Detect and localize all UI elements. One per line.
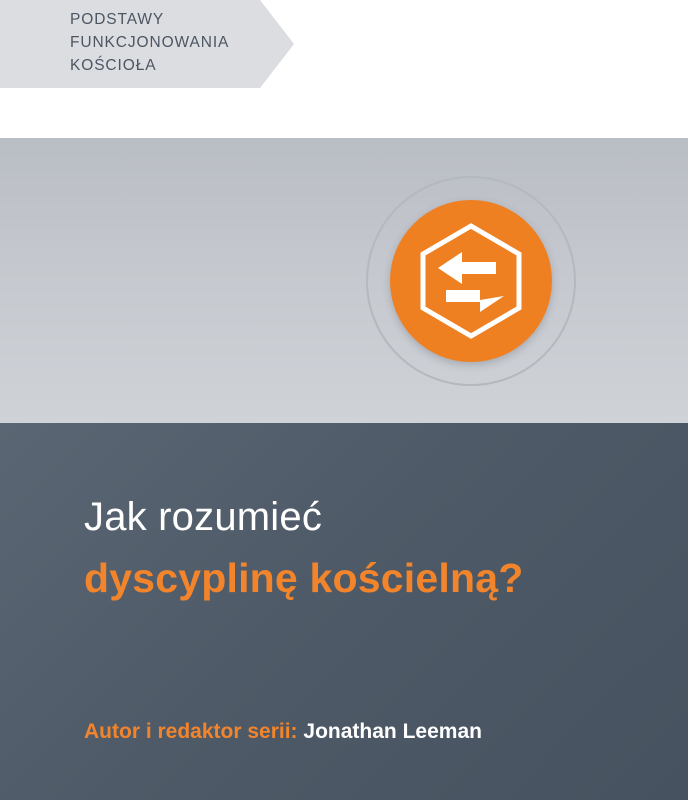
book-title-line-1: Jak rozumieć bbox=[84, 495, 323, 539]
title-band bbox=[0, 423, 688, 800]
series-title-line-1: PODSTAWY bbox=[70, 11, 165, 28]
two-way-arrows-hexagon-icon bbox=[390, 200, 552, 362]
series-title-line-2: FUNKCJONOWANIA bbox=[70, 34, 230, 51]
hero-illustration-band bbox=[0, 138, 688, 423]
series-title-line-3: KOŚCIOŁA bbox=[70, 57, 157, 74]
book-title-line-2: dyscyplinę kościelną? bbox=[84, 555, 524, 601]
author-name: Jonathan Leeman bbox=[303, 720, 482, 743]
series-banner bbox=[0, 0, 688, 88]
author-credit bbox=[84, 720, 482, 744]
author-label: Autor i redaktor serii: bbox=[84, 720, 298, 743]
series-title bbox=[70, 8, 280, 77]
